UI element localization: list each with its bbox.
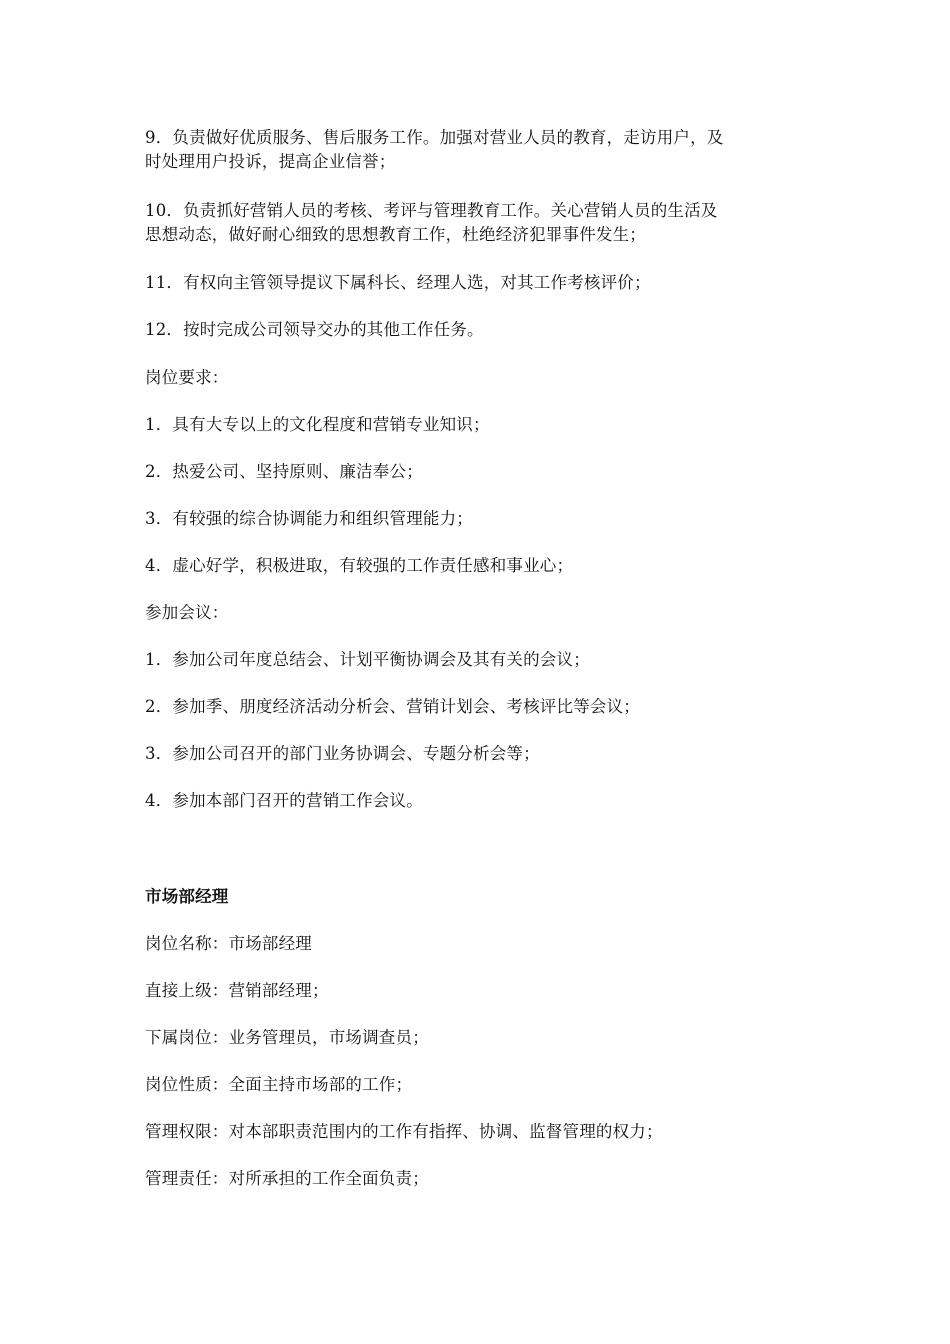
meeting-item: 4．参加本部门召开的营销工作会议。 — [145, 791, 423, 810]
duty-item-10-line-1: 10．负责抓好营销人员的考核、考评与管理教育工作。关心营销人员的生活及 — [145, 201, 718, 220]
market-manager-field: 岗位性质：全面主持市场部的工作； — [145, 1075, 413, 1094]
requirement-item: 4．虚心好学，积极进取，有较强的工作责任感和事业心； — [145, 556, 574, 575]
duty-item-9-line-1: 9．负责做好优质服务、售后服务工作。加强对营业人员的教育，走访用户，及 — [145, 128, 724, 147]
market-manager-field: 管理责任：对所承担的工作全面负责； — [145, 1169, 429, 1188]
duty-item-11: 11．有权向主管领导提议下属科长、经理人选，对其工作考核评价； — [145, 273, 651, 292]
market-manager-field: 下属岗位：业务管理员，市场调查员； — [145, 1028, 429, 1047]
requirement-item: 3．有较强的综合协调能力和组织管理能力； — [145, 509, 473, 528]
duty-item-10-line-2: 思想动态，做好耐心细致的思想教育工作，杜绝经济犯罪事件发生； — [145, 225, 646, 244]
requirement-item: 1．具有大专以上的文化程度和营销专业知识； — [145, 415, 490, 434]
section-title-market-manager: 市场部经理 — [145, 887, 229, 906]
requirement-item: 2．热爱公司、坚持原则、廉洁奉公； — [145, 462, 423, 481]
market-manager-field: 直接上级：营销部经理； — [145, 981, 329, 1000]
meeting-item: 2．参加季、朋度经济活动分析会、营销计划会、考核评比等会议； — [145, 697, 640, 716]
duty-item-9-line-2: 时处理用户投诉，提高企业信誉； — [145, 152, 396, 171]
market-manager-field: 管理权限：对本部职责范围内的工作有指挥、协调、监督管理的权力； — [145, 1122, 663, 1141]
duty-item-12: 12．按时完成公司领导交办的其他工作任务。 — [145, 320, 484, 339]
meeting-item: 3．参加公司召开的部门业务协调会、专题分析会等； — [145, 744, 540, 763]
meeting-item: 1．参加公司年度总结会、计划平衡协调会及其有关的会议； — [145, 650, 590, 669]
meetings-heading: 参加会议： — [145, 603, 229, 622]
market-manager-field: 岗位名称：市场部经理 — [145, 934, 312, 953]
requirements-heading: 岗位要求： — [145, 368, 229, 387]
